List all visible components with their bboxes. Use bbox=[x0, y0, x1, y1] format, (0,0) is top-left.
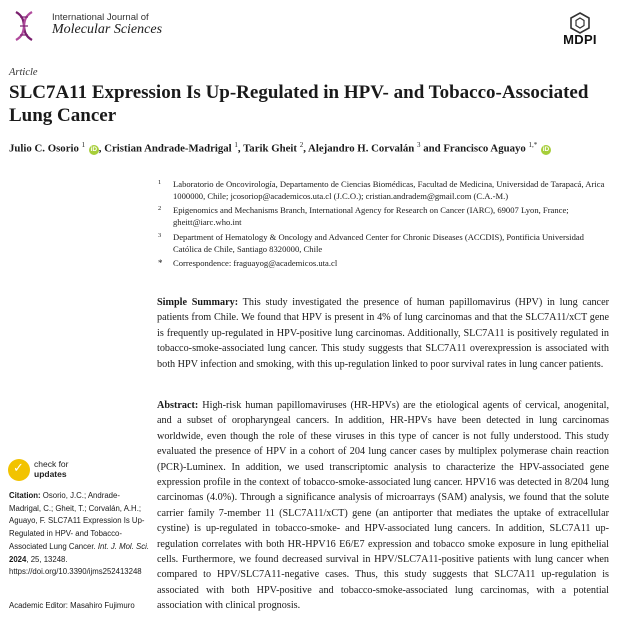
affiliations bbox=[157, 179, 607, 273]
separator: and bbox=[423, 142, 441, 155]
author-affiliation-sup: 1 bbox=[234, 141, 238, 149]
separator: , bbox=[98, 142, 102, 155]
citation-text: Osorio, J.C.; Andrade-Madrigal, C.; Gheit, T.; Corvalán, A.H.; Aguayo, F. SLC7A11 Expression Is Up-Regulated in HPV- and Tobacco-Associated Lung Cancer. bbox=[9, 491, 145, 551]
author-name: Cristian Andrade-Madrigal bbox=[104, 142, 232, 155]
citation-year: 2024 bbox=[9, 554, 27, 564]
author-name: Alejandro H. Corvalán bbox=[308, 142, 415, 155]
check-line1: check for bbox=[34, 459, 69, 469]
separator: , bbox=[237, 142, 241, 155]
simple-summary-text: This study investigated the presence of human papillomavirus (HPV) in lung cancer patients from Chile. We found that HPV is present in 4% of lung carcinomas and that the SLC7A11/xCT gene is frequently up-regulated in HPV-positive lung carcinomas. Additionally, SLC7A11 is positively regulated in tobacco-smoke-associated lung cancer. This study suggests that SLC7A11 overexpression is associated with both HPV infection and smoking, with this up-regulation linked to poor survival rates in lung cancer patients. bbox=[157, 297, 609, 370]
publisher-logo bbox=[550, 12, 610, 52]
affiliation-item bbox=[157, 232, 607, 255]
correspondence bbox=[157, 258, 607, 270]
journal-name-line1: International Journal of bbox=[52, 12, 149, 23]
citation-rest[interactable]: , 25, 13248. https://doi.org/10.3390/ijms252413248 bbox=[9, 554, 142, 577]
affiliation-text: Laboratorio de Oncovirología, Departamento de Ciencias Biomédicas, Facultad de Medicina, Universidad de Tarapacá, Arica 1000000, Chile; jcosoriop@academicos.uta.cl (J.C.O.); cristian.andradem@gmail.com (C.A.-M.) bbox=[173, 179, 605, 201]
dna-helix-icon bbox=[8, 6, 48, 46]
orcid-icon[interactable]: iD bbox=[542, 145, 550, 153]
simple-summary bbox=[157, 295, 609, 372]
check-for-updates-label bbox=[34, 459, 69, 479]
publisher-name: MDPI bbox=[563, 32, 597, 47]
citation-journal: Int. J. Mol. Sci. bbox=[97, 541, 149, 551]
simple-summary-label: Simple Summary: bbox=[157, 297, 239, 308]
affiliation-number: 1 bbox=[158, 179, 162, 186]
citation-label: Citation: bbox=[9, 491, 41, 500]
author-list bbox=[9, 141, 619, 155]
abstract-label: Abstract: bbox=[157, 400, 199, 411]
journal-logo bbox=[8, 6, 48, 46]
check-for-updates-button[interactable] bbox=[8, 459, 88, 485]
correspondence-marker: * bbox=[158, 258, 163, 269]
author-affiliation-sup: 2 bbox=[299, 141, 304, 149]
mdpi-icon bbox=[550, 12, 610, 34]
author-name: Tarik Gheit bbox=[243, 142, 297, 155]
author-affiliation-sup: 1,* bbox=[528, 141, 538, 149]
affiliation-item bbox=[157, 205, 607, 228]
orcid-icon[interactable]: iD bbox=[90, 145, 98, 153]
affiliation-text: Epigenomics and Mechanisms Branch, International Agency for Research on Cancer (IARC), 69007 Lyon, France; gheitt@iarc.who.int bbox=[173, 205, 569, 228]
check-line2: updates bbox=[34, 469, 67, 479]
affiliation-number: 2 bbox=[158, 205, 162, 213]
affiliation-number: 3 bbox=[158, 231, 162, 239]
article-title: SLC7A11 Expression Is Up-Regulated in HPV- and Tobacco-Associated Lung Cancer bbox=[9, 82, 589, 126]
separator: , bbox=[303, 142, 306, 155]
author-affiliation-sup: 1 bbox=[81, 141, 86, 149]
journal-name-line2: Molecular Sciences bbox=[52, 22, 163, 37]
correspondence-text: Correspondence: fraguayog@academicos.uta.cl bbox=[173, 258, 338, 269]
abstract bbox=[157, 398, 609, 614]
academic-editor bbox=[9, 600, 149, 613]
editor-name: Masahiro Fujimuro bbox=[70, 601, 135, 610]
editor-label: Academic Editor: bbox=[9, 601, 68, 610]
affiliation-item bbox=[157, 179, 607, 202]
author-name: Francisco Aguayo bbox=[443, 142, 526, 155]
author-name: Julio C. Osorio bbox=[9, 142, 79, 155]
abstract-text: High-risk human papillomaviruses (HR-HPVs) are the etiological agents of cervical, anogenital, and a subset of oropharyngeal cancers. In addition, HR-HPVs have been detected in lung carcinomas worldwide, even though the role of these viruses in this type of cancer is not fully understood. This study evaluated the presence of HPV in a cohort of 204 lung cancer cases by multiplex polymerase chain reaction (PCR)-Luminex. In addition, we used transcriptomic analysis to characterize the HPV-associated gene expression profile in the context of tobacco-smoke-associated lung cancer. HPV16 was detected in 8/204 lung carcinomas (4.0%). Through a significance analysis of microarrays (SAM) analysis, we found that the solute carrier family 7-member 11 (SLC7A11/xCT) gene (an antiporter that mediates the uptake of extracellular cystine) is up-regulated in tobacco-smoke- and HPV-associated lung cancers. In addition, SLC7A11 up-regulation correlates with both HR-HPV16 E6/E7 expression and tobacco smoke exposure in lung epithelial cells. Furthermore, we found decreased survival in HPV/SLC7A11-positive patients with lung cancer when compared to HPV/SLC7A11-negative cases. Thus, this study suggests that SLC7A11 up-regulation is associated with both HPV-positive and tobacco-smoke-associated lung carcinomas, with a potential association with clinical prognosis. bbox=[157, 400, 609, 612]
affiliation-text: Department of Hematology & Oncology and Advanced Center for Chronic Diseases (ACCDIS), Pontificia Universidad Católica de Chile, Santiago 8320000, Chile bbox=[173, 231, 584, 254]
checkmark-icon: ✓ bbox=[13, 461, 24, 476]
author-affiliation-sup: 3 bbox=[417, 141, 421, 149]
citation-block bbox=[9, 490, 149, 579]
article-type: Article bbox=[9, 67, 38, 78]
